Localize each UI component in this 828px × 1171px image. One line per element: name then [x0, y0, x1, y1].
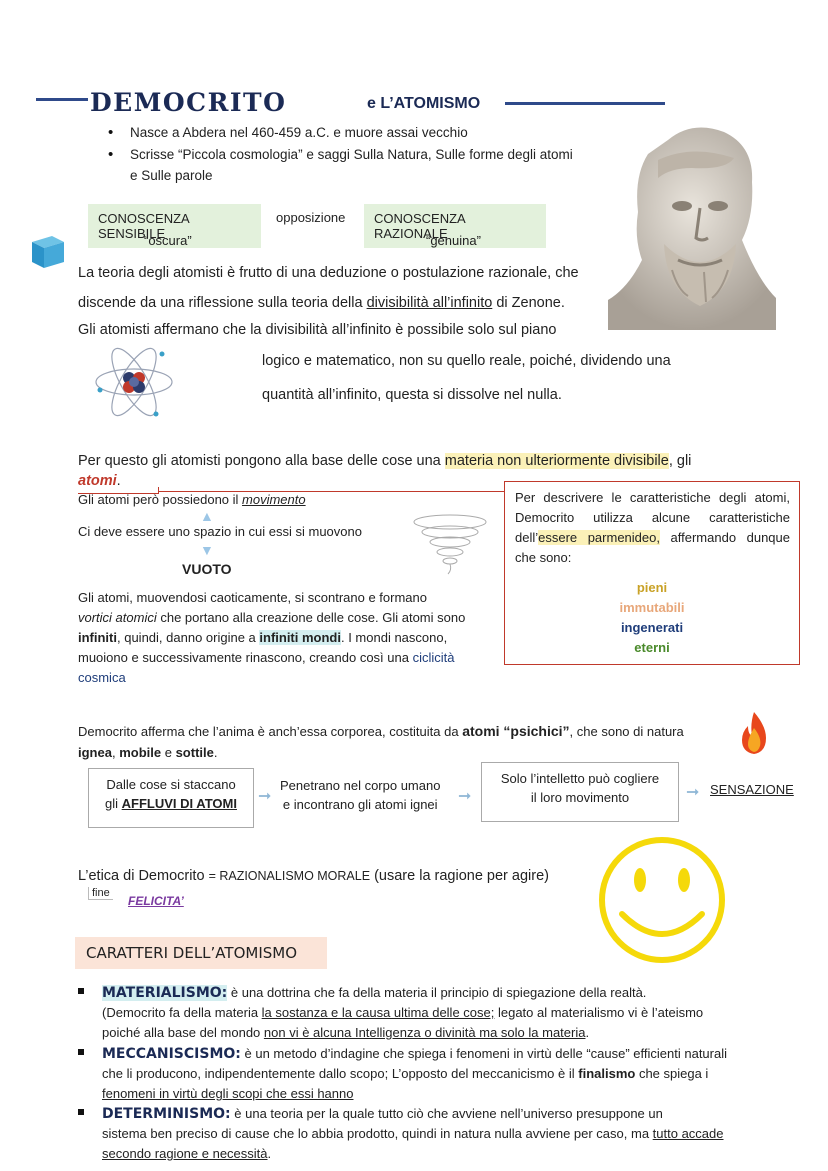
attr-immutabili: immutabili: [619, 600, 685, 615]
page-subtitle: e L’ATOMISMO: [367, 95, 481, 112]
cube-icon: [28, 232, 68, 272]
title-rule-left: [36, 98, 88, 101]
knowledge-opposition: opposizione: [276, 210, 346, 225]
ethics-line: L’etica di Democrito = RAZIONALISMO MORALE (usare la ragione per agire): [78, 868, 549, 884]
flow-sensazione: SENSAZIONE: [710, 782, 794, 797]
paragraph-divisibility-2: logico e matematico, non su quello reale, poiché, dividendo una: [262, 353, 671, 369]
bullet-works: • Scrisse “Piccola cosmologia” e saggi Sulla Natura, Sulle forme degli atomi e Sulle parole: [108, 144, 588, 186]
arrow-up-icon: ▲: [200, 508, 214, 524]
ethics-felicita: FELICITA’: [128, 894, 184, 908]
knowledge-rational-sub: “genuina”: [426, 233, 481, 248]
ethics-fine-label: fine: [88, 887, 113, 900]
knowledge-sensible-box: CONOSCENZA SENSIBILE: [88, 204, 261, 248]
knowledge-sensible-sub: “oscura”: [144, 233, 192, 248]
attr-eterni: eterni: [634, 640, 670, 655]
parmenidean-text: Per descrivere le caratteristiche degli atomi, Democrito utilizza alcune caratteristiche dell’essere parmenideo, affermando dunque che sono:: [515, 490, 790, 565]
flow-box-affluvi: Dalle cose si staccano gli AFFLUVI DI ATOMI: [88, 768, 254, 828]
bullet-square-icon: [78, 1049, 84, 1055]
space-line: Ci deve essere uno spazio in cui essi si muovono: [78, 524, 362, 539]
movement-line: Gli atomi però possiedono il movimento: [78, 492, 306, 507]
caratteri-item-meccanicismo: MECCANISCISMO: è un metodo d’indagine che spiega i fenomeni in virtù delle “cause” efficienti naturali che li producono, indipendentemente dallo scopo; L’opposto del meccanicismo è il finalismo che spiega i fenomeni in virtù degli scopi che essi hanno: [102, 1044, 782, 1104]
caratteri-item-determinismo: DETERMINISMO: è una teoria per la quale tutto ciò che avviene nell’universo presuppone un sistema ben preciso di cause che lo abbia prodotto, quindi in natura nulla avviene per caso, ma tutto accade secondo ragione e necessità.: [102, 1104, 782, 1164]
bio-bullets: [108, 122, 588, 186]
flow-box-intelletto: Solo l’intelletto può cogliere il loro movimento: [481, 762, 679, 822]
fire-icon: [736, 710, 772, 756]
smiley-icon: [592, 836, 732, 968]
democritus-bust-image: [608, 120, 776, 330]
page-title: DEMOCRITO: [90, 88, 287, 117]
flow-arrow-1: ➞: [258, 788, 272, 805]
parmenidean-box: [504, 481, 800, 665]
caratteri-item-materialismo: MATERIALISMO: è una dottrina che fa della materia il principio di spiegazione della realtà. (Democrito fa della materia la sostanza e la causa ultima delle cose; legato al materialismo vi è l’ateismo poiché alla base del mondo non vi è alcuna Intelligenza o divinità ma solo la materia.: [102, 983, 782, 1043]
paragraph-divisibility-3: quantità all’infinito, questa si dissolve nel nulla.: [262, 387, 562, 403]
soul-paragraph: Democrito afferma che l’anima è anch’essa corporea, costituita da atomi “psichici”, che sono di natura ignea, mobile e sottile.: [78, 723, 684, 760]
arrow-down-icon: ▼: [200, 542, 214, 558]
parmenidean-list: [505, 578, 799, 658]
knowledge-rational-box: CONOSCENZA RAZIONALE: [364, 204, 546, 248]
caratteri-title: CARATTERI DELL’ATOMISMO: [86, 944, 298, 962]
atom-icon: [92, 344, 176, 420]
attr-ingenerati: ingenerati: [620, 620, 684, 635]
flow-arrow-3: ➞: [686, 784, 700, 801]
flow-text-penetrano: Penetrano nel corpo umano e incontrano gli atomi ignei: [280, 778, 441, 812]
flow-arrow-2: ➞: [458, 788, 472, 805]
title-rule-right: [505, 102, 665, 105]
paragraph-divisibility-1: Gli atomisti affermano che la divisibilità all’infinito è possibile solo sul piano: [78, 322, 557, 338]
vortex-icon: [410, 512, 490, 576]
attr-pieni: pieni: [636, 580, 668, 595]
vortex-paragraph: Gli atomi, muovendosi caoticamente, si scontrano e formano vortici atomici che portano alla creazione delle cose. Gli atomi sono infiniti, quindi, danno origine a infiniti mondi. I mondi nascono, muoiono e successivamente rinascono, creando così una ciclicità cosmica: [78, 590, 466, 685]
bullet-square-icon: [78, 1109, 84, 1115]
bullet-birth: • Nasce a Abdera nel 460-459 a.C. e muore assai vecchio: [108, 122, 588, 143]
bullet-square-icon: [78, 988, 84, 994]
paragraph-atoms: Per questo gli atomisti pongono alla base delle cose una materia non ulteriormente divisibile, gli atomi.: [78, 453, 692, 489]
void-label: VUOTO: [182, 561, 232, 577]
paragraph-rational: La teoria degli atomisti è frutto di una deduzione o postulazione razionale, che discende da una riflessione sulla teoria della divisibilità all’infinito di Zenone.: [78, 265, 579, 311]
